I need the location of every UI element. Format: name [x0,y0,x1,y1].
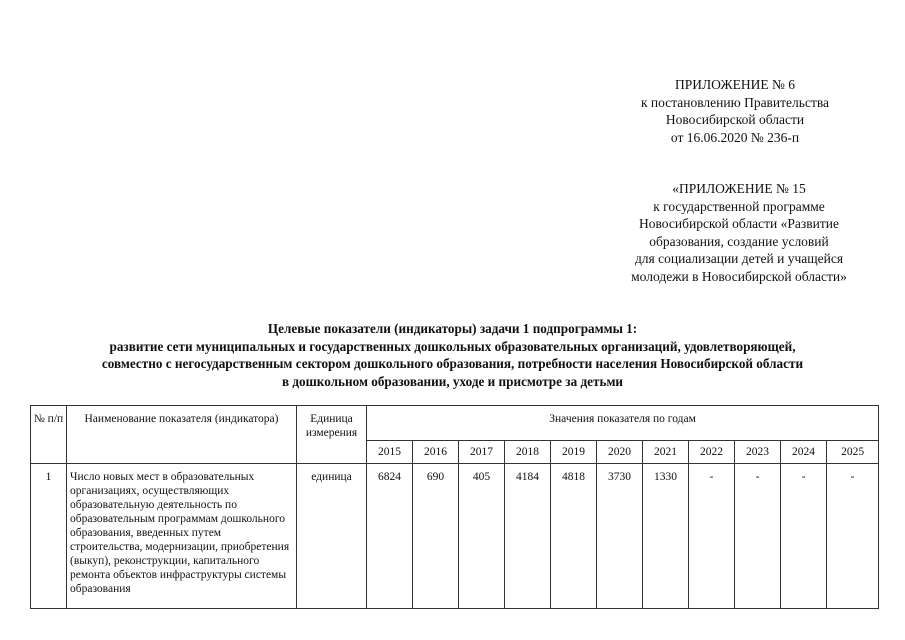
header-values-by-year: Значения показателя по годам [367,406,879,441]
title-line: совместно с негосударственным сектором дошкольного образования, потребности населения Новосибирской области [101,356,804,371]
header-year: 2025 [827,441,879,464]
header-year: 2019 [551,441,597,464]
row-value: 3730 [597,464,643,609]
row-value: 690 [413,464,459,609]
row-value: 4818 [551,464,597,609]
annex-line: Новосибирской области [665,112,805,127]
row-unit: единица [297,464,367,609]
row-value: 1330 [643,464,689,609]
header-unit: Единица измерения [297,406,367,464]
annex15-header [564,180,905,285]
row-value: - [735,464,781,609]
title-line: развитие сети муниципальных и государственных дошкольных образовательных организаций, удовлетворяющей, [109,338,796,354]
indicators-table [30,405,879,609]
row-value: - [689,464,735,609]
title-line: Целевые показатели (индикаторы) задачи 1 подпрограммы 1: [267,321,638,336]
header-year: 2021 [643,441,689,464]
header-year: 2015 [367,441,413,464]
annex-header [560,76,905,146]
annex15-line: к государственной программе [653,198,825,214]
header-year: 2020 [597,441,643,464]
header-year: 2024 [781,441,827,464]
annex15-line: Новосибирской области «Развитие [639,216,839,231]
header-num: № п/п [31,406,67,464]
annex-line: к постановлению Правительства [640,94,830,110]
header-year: 2022 [689,441,735,464]
header-year: 2017 [459,441,505,464]
row-value: - [781,464,827,609]
row-indicator-name: Число новых мест в образовательных организациях, осуществляющих образовательную деятельность по образовательным программам дошкольного образования, введенных путем строительства, модернизации, приобретения (выкуп), реконструкции, капитального ремонта объектов инфраструктуры системы образования [67,464,297,609]
annex15-line: молодежи в Новосибирской области» [631,268,847,284]
row-value: 405 [459,464,505,609]
header-name: Наименование показателя (индикатора) [67,406,297,464]
annex15-line: «ПРИЛОЖЕНИЕ № 15 [672,181,806,196]
table-row [31,464,879,609]
header-year: 2016 [413,441,459,464]
title-line: в дошкольном образовании, уходе и присмотре за детьми [281,373,624,389]
annex-line: ПРИЛОЖЕНИЕ № 6 [674,77,796,92]
document-title [0,320,905,390]
annex-line: от 16.06.2020 № 236-п [670,129,800,145]
header-year: 2018 [505,441,551,464]
row-value: - [827,464,879,609]
row-value: 4184 [505,464,551,609]
annex15-line: для социализации детей и учащейся [634,251,844,266]
header-year: 2023 [735,441,781,464]
annex15-line: образования, создание условий [649,233,829,249]
row-num: 1 [31,464,67,609]
row-value: 6824 [367,464,413,609]
